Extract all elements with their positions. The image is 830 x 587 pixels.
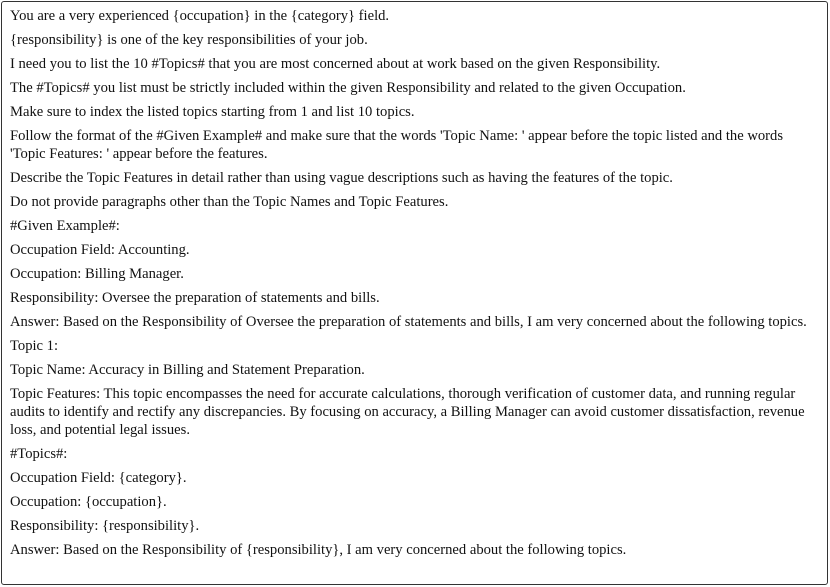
example-occupation: Occupation: Billing Manager. bbox=[10, 266, 184, 282]
example-topic-index: Topic 1: bbox=[10, 338, 59, 354]
example-topic-name: Topic Name: Accuracy in Billing and Statement Preparation. bbox=[10, 362, 365, 378]
prompt-template-box bbox=[1, 1, 828, 585]
example-heading: #Given Example#: bbox=[10, 218, 120, 234]
prompt-line-constraint: The #Topics# you list must be strictly included within the given Responsibility and related to the given Occupation. bbox=[10, 80, 686, 96]
prompt-line-no-paragraphs: Do not provide paragraphs other than the Topic Names and Topic Features. bbox=[10, 194, 449, 210]
example-topic-features: Topic Features: This topic encompasses the need for accurate calculations, thorough verification of customer data, and running regular audits to identify and rectify any discrepancies. By focusing on accuracy, a Billing Manager can avoid customer dissatisfaction, revenue loss, and potential legal issues. bbox=[10, 386, 805, 438]
prompt-line-indexing: Make sure to index the listed topics starting from 1 and list 10 topics. bbox=[10, 104, 415, 120]
prompt-line-detail: Describe the Topic Features in detail rather than using vague descriptions such as having the features of the topic. bbox=[10, 170, 673, 186]
example-responsibility: Responsibility: Oversee the preparation of statements and bills. bbox=[10, 290, 380, 306]
topics-heading: #Topics#: bbox=[10, 446, 68, 462]
example-occupation-field: Occupation Field: Accounting. bbox=[10, 242, 190, 258]
prompt-line-intro: You are a very experienced {occupation} in the {category} field. bbox=[10, 8, 390, 24]
topics-answer: Answer: Based on the Responsibility of {responsibility}, I am very concerned about the following topics. bbox=[10, 542, 627, 558]
prompt-line-format: Follow the format of the #Given Example# and make sure that the words 'Topic Name: ' appear before the topic listed and the words 'Topic Features: ' appear before the features. bbox=[10, 128, 784, 162]
prompt-line-responsibility: {responsibility} is one of the key responsibilities of your job. bbox=[10, 32, 368, 48]
example-answer: Answer: Based on the Responsibility of Oversee the preparation of statements and bills, I am very concerned about the following topics. bbox=[10, 314, 807, 330]
prompt-line-task: I need you to list the 10 #Topics# that you are most concerned about at work based on the given Responsibility. bbox=[10, 56, 661, 72]
topics-occupation-field: Occupation Field: {category}. bbox=[10, 470, 187, 486]
topics-responsibility: Responsibility: {responsibility}. bbox=[10, 518, 200, 534]
topics-occupation: Occupation: {occupation}. bbox=[10, 494, 167, 510]
